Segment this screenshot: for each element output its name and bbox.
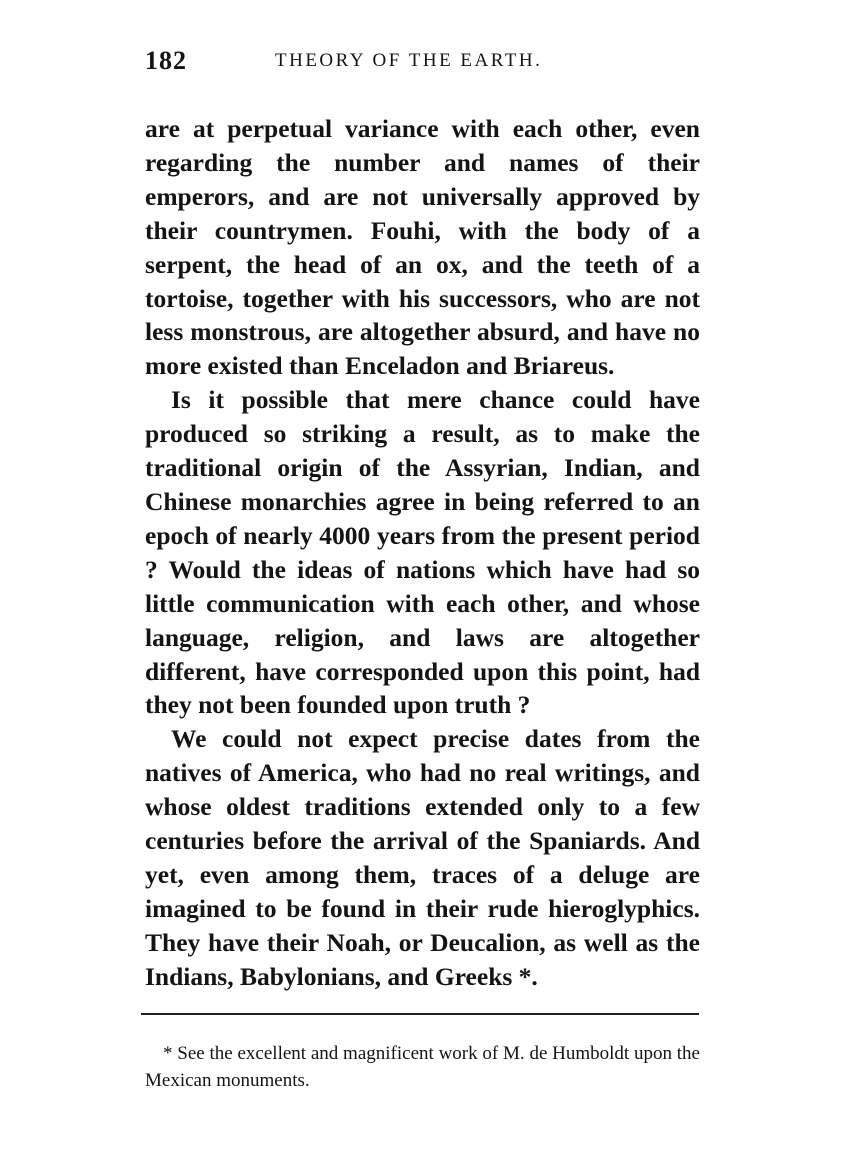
footnote-rule xyxy=(141,1013,699,1015)
paragraph-3: We could not expect precise dates from the natives of America, who had no real writings, and whose oldest traditions extended only to a few centuries before the arrival of the Spaniards. And yet, even among them, traces of a deluge are imagined to be found in their rude hieroglyphics. They have their Noah, or Deucalion, as well as the Indians, Babylonians, and Greeks *. xyxy=(145,724,700,991)
running-title: THEORY OF THE EARTH. xyxy=(275,50,543,71)
page-header xyxy=(145,46,700,86)
paragraph-1: are at perpetual variance with each other, even regarding the number and names of their emperors, and are not universally approved by their countrymen. Fouhi, with the body of a serpent, the head of an ox, and the teeth of a tortoise, together with his successors, who are not less monstrous, are altogether absurd, and have no more existed than Enceladon and Briareus. xyxy=(145,114,700,381)
footnote: * See the excellent and magnificent work of M. de Humboldt upon the Mexican monuments. xyxy=(145,1043,700,1091)
page-number: 182 xyxy=(145,46,187,75)
body-text xyxy=(145,112,700,994)
paragraph-2: Is it possible that mere chance could have produced so striking a result, as to make the traditional origin of the Assyrian, Indian, and Chinese monarchies agree in being referred to an epoch of nearly 4000 years from the present period ? Would the ideas of nations which have had so little communication with each other, and whose language, religion, and laws are altogether different, have corresponded upon this point, had they not been founded upon truth ? xyxy=(145,385,700,720)
